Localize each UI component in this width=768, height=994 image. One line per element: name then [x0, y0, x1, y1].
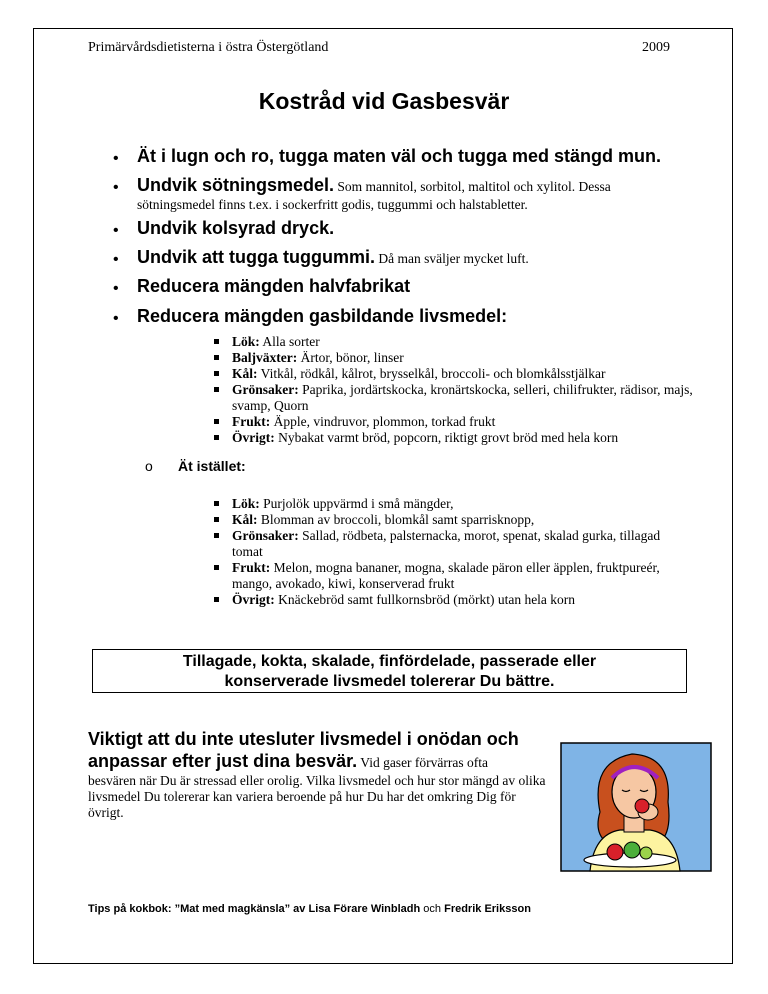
bullet-icon: • [113, 150, 119, 167]
square-bullet-icon [214, 435, 219, 440]
list-item: Reducera mängden gasbildande livsmedel: [137, 306, 508, 326]
square-bullet-icon [214, 419, 219, 424]
list-item: Reducera mängden halvfabrikat [137, 276, 411, 296]
header-organization: Primärvårdsdietisterna i östra Östergötland [88, 40, 329, 55]
list-item: Lök: Alla sorter [214, 334, 694, 350]
tolerance-note-box [92, 649, 687, 693]
list-item: Lök: Purjolök uppvärmd i små mängder, [214, 496, 694, 512]
square-bullet-icon [214, 355, 219, 360]
woman-eating-illustration [560, 742, 712, 872]
bullet-icon: • [113, 251, 119, 268]
bullet-icon: • [113, 310, 119, 327]
list-item: Frukt: Äpple, vindruvor, plommon, torkad frukt [214, 414, 694, 430]
note-line-2: konserverade livsmedel tolererar Du bättre. [224, 673, 555, 690]
list-item: Kål: Blomman av broccoli, blomkål samt sparrisknopp, [214, 512, 694, 528]
alternative-foods-list [214, 496, 694, 608]
gas-foods-list [214, 334, 694, 446]
bullet-icon: • [113, 222, 119, 239]
advice-body: besvären när Du är stressad eller orolig. Vilka livsmedel och hur stor mängd av olika livsmedel Du tolererar kan variera beroende på hur Du har det omkring Dig för övrigt. [88, 773, 546, 820]
list-item: Ät i lugn och ro, tugga maten väl och tugga med stängd mun. [137, 146, 662, 166]
list-item: Kål: Vitkål, rödkål, kålrot, brysselkål, broccoli- och blomkålsstjälkar [214, 366, 694, 382]
square-bullet-icon [214, 565, 219, 570]
eat-instead-heading: o Ät istället: [145, 458, 246, 474]
circle-bullet-icon: o [145, 458, 153, 474]
square-bullet-icon [214, 339, 219, 344]
square-bullet-icon [214, 597, 219, 602]
bullet-icon: • [113, 179, 119, 196]
note-line-1: Tillagade, kokta, skalade, finfördelade, passerade eller [182, 653, 597, 670]
square-bullet-icon [214, 387, 219, 392]
bullet-icon: • [113, 280, 119, 297]
cookbook-tip: Tips på kokbok: ”Mat med magkänsla” av Lisa Förare Winbladh och Fredrik Eriksson [88, 903, 531, 915]
list-item: Baljväxter: Ärtor, bönor, linser [214, 350, 694, 366]
list-item: Grönsaker: Paprika, jordärtskocka, kronärtskocka, selleri, chilifrukter, rädisor, majs, svamp, Quorn [214, 382, 694, 414]
square-bullet-icon [214, 371, 219, 376]
list-item: Undvik att tugga tuggummi. Då man sväljer mycket luft. [137, 247, 529, 267]
list-item: Frukt: Melon, mogna bananer, mogna, skalade päron eller äpplen, fruktpureér, mango, avokado, kiwi, konserverad frukt [214, 560, 694, 592]
list-item: Undvik sötningsmedel. Som mannitol, sorbitol, maltitol och xylitol. Dessa sötningsmedel finns t.ex. i sockerfritt godis, tuggummi och halstabletter. [137, 175, 611, 212]
square-bullet-icon [214, 517, 219, 522]
list-item: Övrigt: Nybakat varmt bröd, popcorn, riktigt grovt bröd med hela korn [214, 430, 694, 446]
square-bullet-icon [214, 533, 219, 538]
page-title: Kostråd vid Gasbesvär [258, 88, 510, 114]
list-item: Grönsaker: Sallad, rödbeta, palsternacka, morot, spenat, skalad gurka, tillagad tomat [214, 528, 694, 560]
list-item: Övrigt: Knäckebröd samt fullkornsbröd (mörkt) utan hela korn [214, 592, 694, 608]
header-year: 2009 [642, 40, 670, 55]
woman-eating-icon [560, 742, 712, 872]
list-item: Undvik kolsyrad dryck. [137, 218, 335, 238]
advice-heading: Viktigt att du inte utesluter livsmedel i onödan och anpassar efter just dina besvär. Vid gaser förvärras ofta [88, 729, 519, 771]
square-bullet-icon [214, 501, 219, 506]
